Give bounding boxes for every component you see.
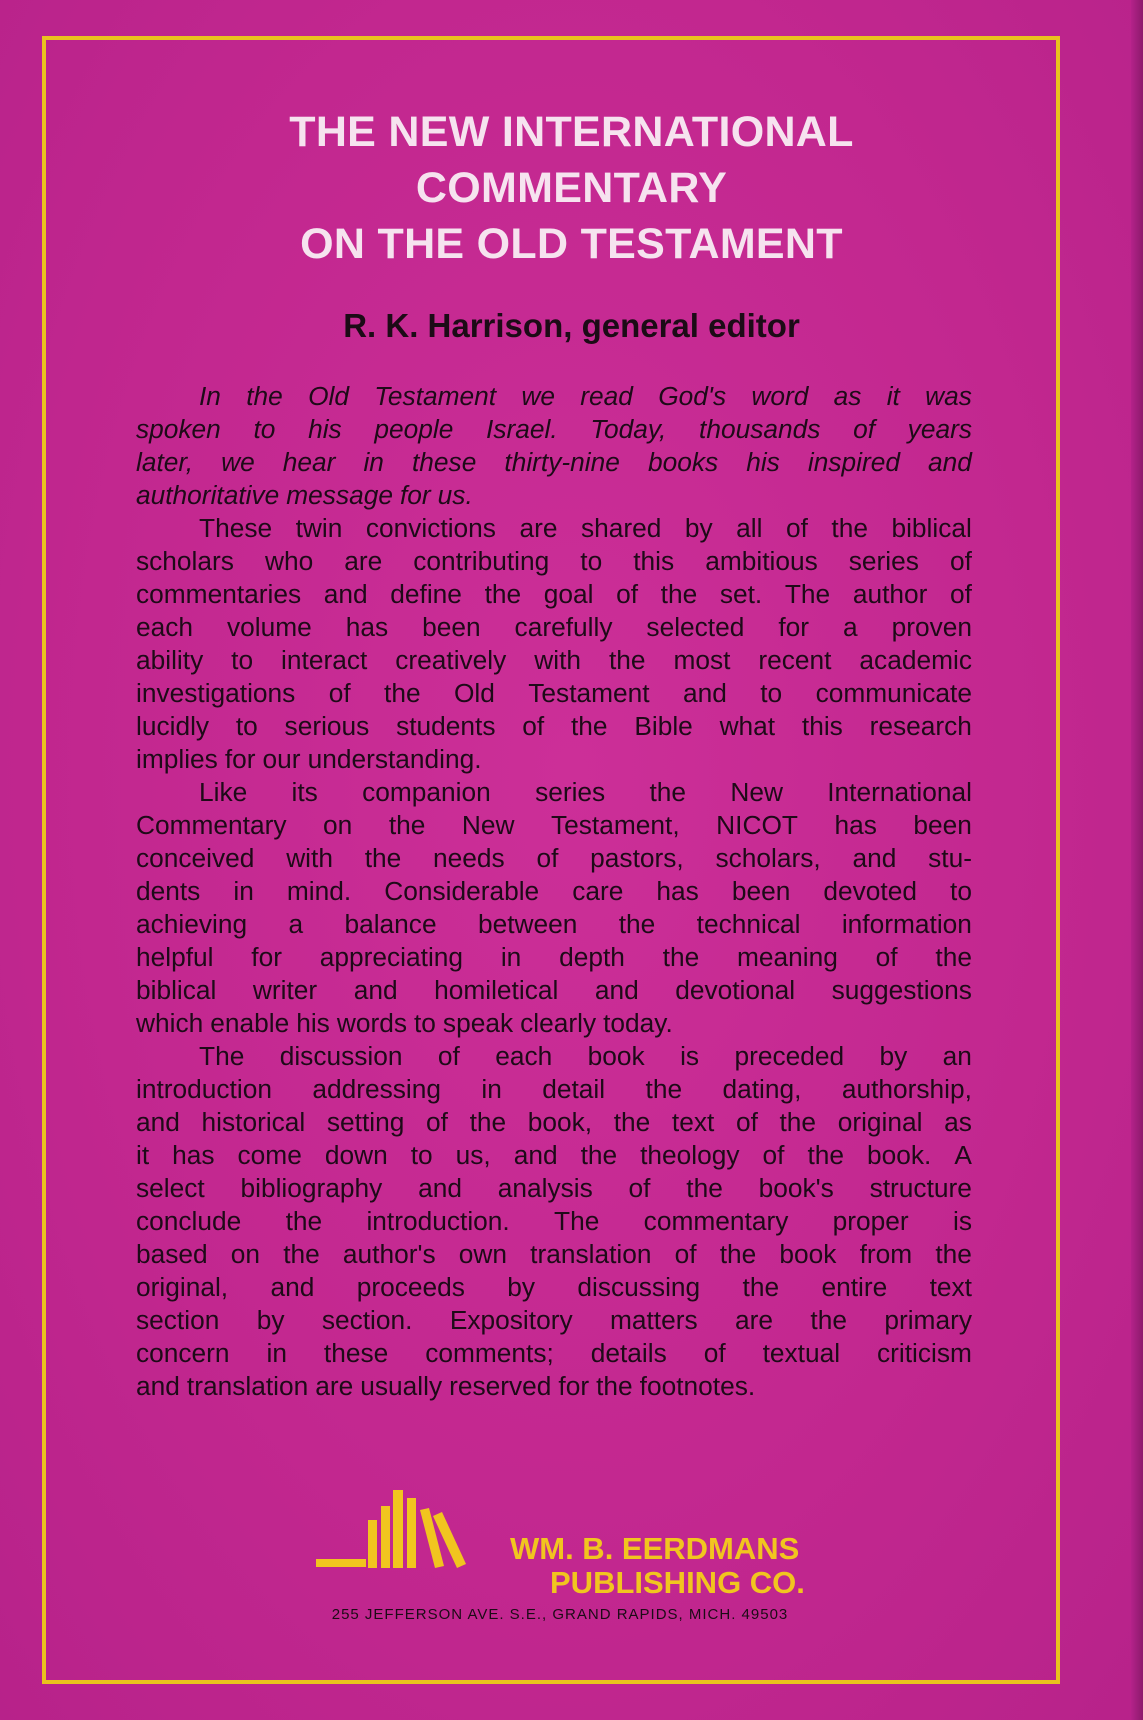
paragraph-line: and historical setting of the book, the text of the original as xyxy=(136,1107,972,1137)
paragraph-line: scholars who are contributing to this ambitious series of xyxy=(136,546,972,576)
paragraph-line: Commentary on the New Testament, NICOT has been xyxy=(136,810,972,840)
paragraph-line: original, and proceeds by discussing the entire text xyxy=(136,1272,972,1302)
paragraph-line: lucidly to serious students of the Bible what this research xyxy=(136,711,972,741)
paragraph-line: ability to interact creatively with the most recent academic xyxy=(136,645,972,675)
paragraph-line: based on the author's own translation of the book from the xyxy=(136,1239,972,1269)
paragraph-line: The discussion of each book is preceded by an xyxy=(199,1041,972,1071)
paragraph-line: biblical writer and homiletical and devotional suggestions xyxy=(136,975,972,1005)
paragraph-line: authoritative message for us. xyxy=(136,480,473,510)
paragraph-line: select bibliography and analysis of the book's structure xyxy=(136,1173,972,1203)
paragraph-line: helpful for appreciating in depth the meaning of the xyxy=(136,942,972,972)
paragraph-line: it has come down to us, and the theology of the book. A xyxy=(136,1140,972,1170)
paragraph-line: and translation are usually reserved for the footnotes. xyxy=(136,1371,756,1401)
paragraph-line: conclude the introduction. The commentary proper is xyxy=(136,1206,972,1236)
paragraph-line: commentaries and define the goal of the set. The author of xyxy=(136,579,972,609)
publisher-name-line1: WM. B. EERDMANS xyxy=(510,1531,800,1566)
paragraph-line: implies for our understanding. xyxy=(136,744,482,774)
paragraph-line: later, we hear in these thirty-nine books his inspired and xyxy=(136,447,972,477)
description-text xyxy=(136,380,972,1403)
publisher-name-line2: PUBLISHING CO. xyxy=(550,1565,805,1600)
title-line: THE NEW INTERNATIONAL xyxy=(289,108,854,156)
paragraph-line: conceived with the needs of pastors, scholars, and stu- xyxy=(136,843,972,873)
paragraph-line: achieving a balance between the technical information xyxy=(136,909,972,939)
title-line: COMMENTARY xyxy=(415,164,728,212)
paragraph-line: investigations of the Old Testament and to communicate xyxy=(136,678,972,708)
paragraph-line: spoken to his people Israel. Today, thousands of years xyxy=(136,414,972,444)
publisher-address: 255 JEFFERSON AVE. S.E., GRAND RAPIDS, MICH. 49503 xyxy=(331,1606,789,1623)
paragraph-line: concern in these comments; details of textual criticism xyxy=(136,1338,972,1368)
paragraph-line: In the Old Testament we read God's word as it was xyxy=(199,381,972,411)
paragraph-line: each volume has been carefully selected for a proven xyxy=(136,612,972,642)
publisher-block xyxy=(0,1488,1143,1628)
series-title xyxy=(0,104,1143,272)
publisher-name xyxy=(510,1532,805,1600)
paragraph-line: These twin convictions are shared by all of the biblical xyxy=(199,513,972,543)
books-logo-icon xyxy=(316,1488,516,1570)
paragraph-line: dents in mind. Considerable care has been devoted to xyxy=(136,876,972,906)
title-line: ON THE OLD TESTAMENT xyxy=(300,220,843,268)
paragraph-line: Like its companion series the New International xyxy=(199,777,972,807)
paragraph-line: introduction addressing in detail the dating, authorship, xyxy=(136,1074,972,1104)
paragraph-line: section by section. Expository matters are the primary xyxy=(136,1305,972,1335)
paragraph-line: which enable his words to speak clearly today. xyxy=(136,1008,673,1038)
general-editor-line: R. K. Harrison, general editor xyxy=(343,307,800,344)
